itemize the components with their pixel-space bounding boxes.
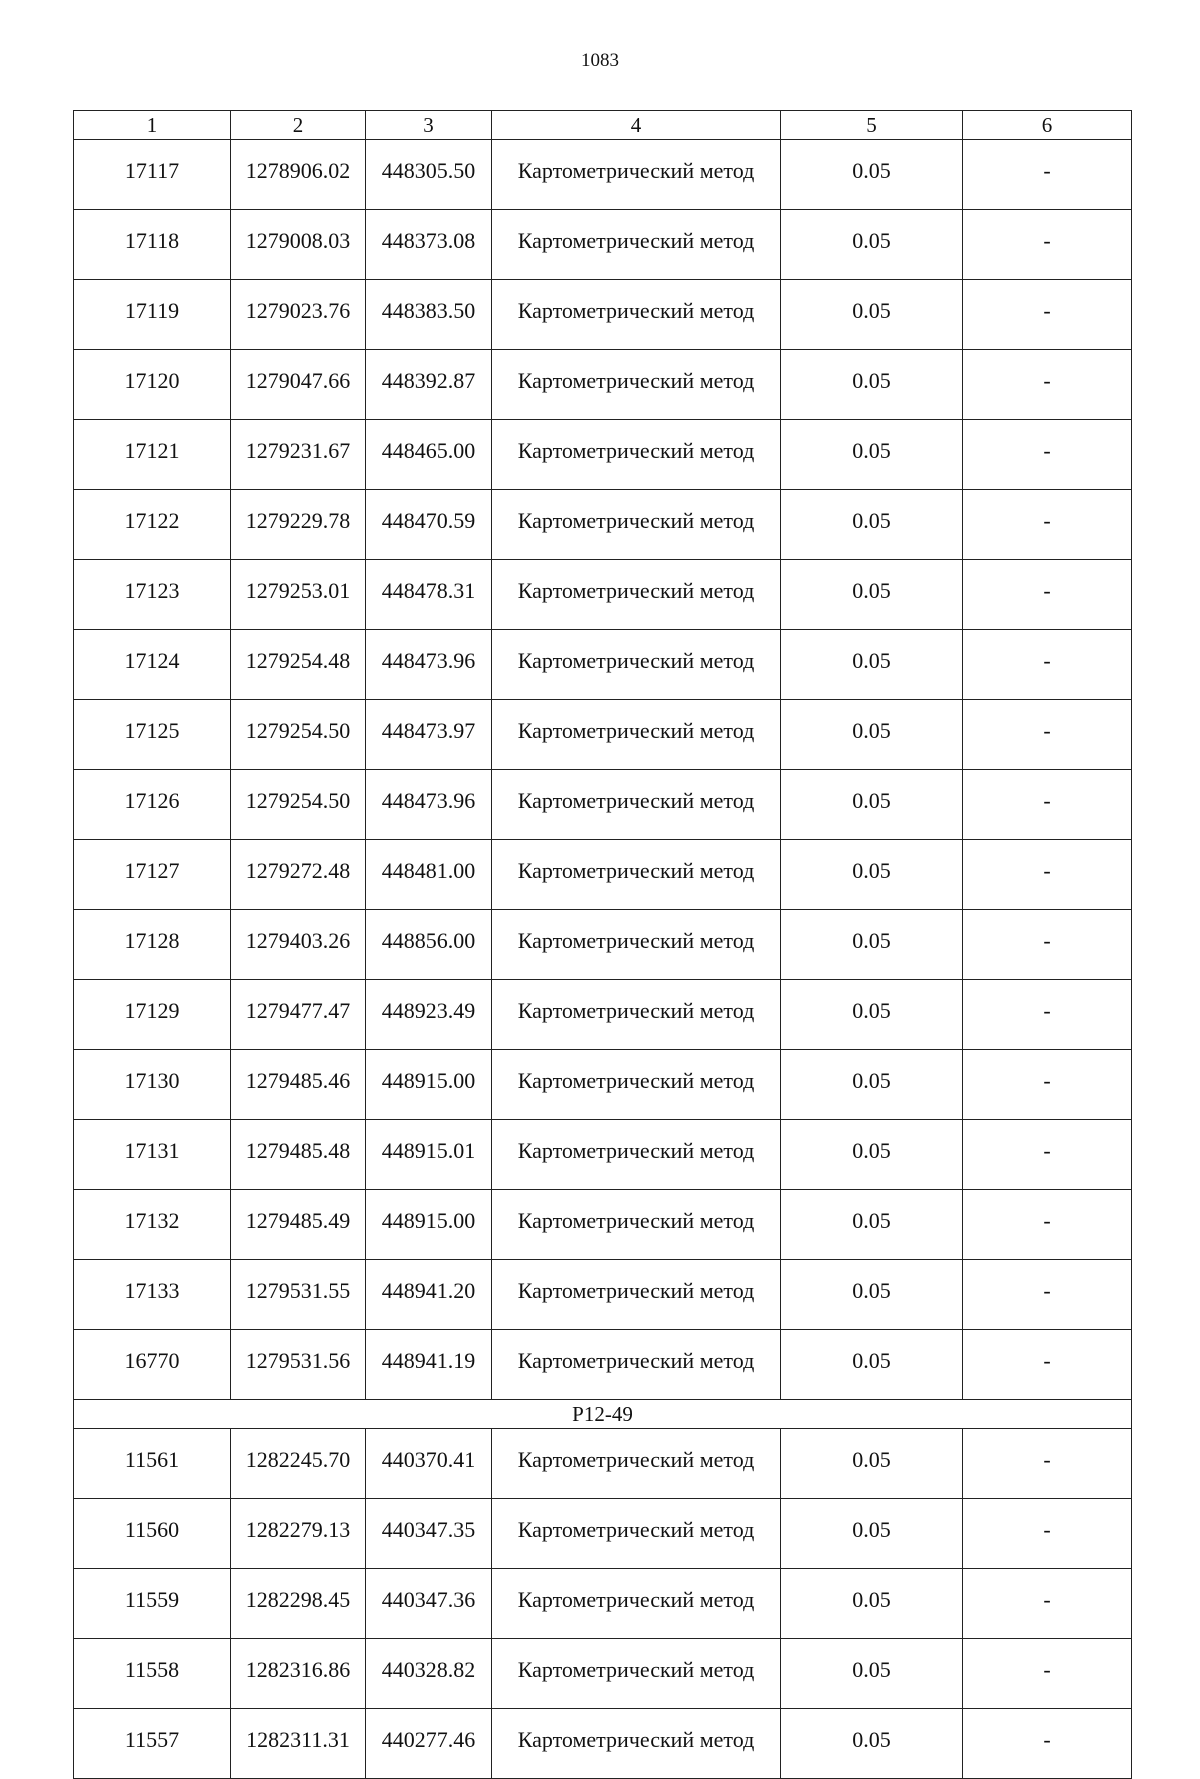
table-row: [74, 1709, 1132, 1779]
table-header: [74, 111, 1132, 140]
accuracy-cell: 0.05: [781, 140, 963, 210]
coordinates-table: [73, 110, 1132, 1779]
table-row: [74, 630, 1132, 700]
header-row: [74, 111, 1132, 140]
point-number-cell: 11560: [74, 1499, 231, 1569]
y-coordinate-cell: 448305.50: [366, 140, 492, 210]
accuracy-cell: 0.05: [781, 1050, 963, 1120]
accuracy-cell: 0.05: [781, 1639, 963, 1709]
note-cell: -: [963, 490, 1132, 560]
column-header-3: 3: [366, 111, 492, 140]
x-coordinate-cell: 1282316.86: [231, 1639, 366, 1709]
y-coordinate-cell: 448470.59: [366, 490, 492, 560]
column-header-2: 2: [231, 111, 366, 140]
method-cell: Картометрический метод: [492, 770, 781, 840]
accuracy-cell: 0.05: [781, 420, 963, 490]
x-coordinate-cell: 1279023.76: [231, 280, 366, 350]
point-number-cell: 17118: [74, 210, 231, 280]
y-coordinate-cell: 448941.20: [366, 1260, 492, 1330]
note-cell: -: [963, 1330, 1132, 1400]
note-cell: -: [963, 560, 1132, 630]
method-cell: Картометрический метод: [492, 210, 781, 280]
table-row: [74, 1050, 1132, 1120]
y-coordinate-cell: 440277.46: [366, 1709, 492, 1779]
method-cell: Картометрический метод: [492, 490, 781, 560]
point-number-cell: 16770: [74, 1330, 231, 1400]
note-cell: -: [963, 140, 1132, 210]
note-cell: -: [963, 1639, 1132, 1709]
accuracy-cell: 0.05: [781, 1190, 963, 1260]
method-cell: Картометрический метод: [492, 1499, 781, 1569]
y-coordinate-cell: 448915.01: [366, 1120, 492, 1190]
method-cell: Картометрический метод: [492, 1330, 781, 1400]
x-coordinate-cell: 1279485.49: [231, 1190, 366, 1260]
table-row: [74, 490, 1132, 560]
y-coordinate-cell: 440347.35: [366, 1499, 492, 1569]
point-number-cell: 17131: [74, 1120, 231, 1190]
note-cell: -: [963, 210, 1132, 280]
note-cell: -: [963, 420, 1132, 490]
x-coordinate-cell: 1282279.13: [231, 1499, 366, 1569]
table-row: [74, 420, 1132, 490]
section-row: [74, 1400, 1132, 1429]
point-number-cell: 17119: [74, 280, 231, 350]
point-number-cell: 17126: [74, 770, 231, 840]
table-row: [74, 210, 1132, 280]
y-coordinate-cell: 440370.41: [366, 1429, 492, 1499]
point-number-cell: 11561: [74, 1429, 231, 1499]
method-cell: Картометрический метод: [492, 1709, 781, 1779]
method-cell: Картометрический метод: [492, 560, 781, 630]
column-header-1: 1: [74, 111, 231, 140]
table-body: [74, 140, 1132, 1779]
table-row: [74, 1330, 1132, 1400]
method-cell: Картометрический метод: [492, 1190, 781, 1260]
method-cell: Картометрический метод: [492, 700, 781, 770]
accuracy-cell: 0.05: [781, 980, 963, 1050]
x-coordinate-cell: 1279485.46: [231, 1050, 366, 1120]
table-row: [74, 1429, 1132, 1499]
method-cell: Картометрический метод: [492, 1639, 781, 1709]
point-number-cell: 17128: [74, 910, 231, 980]
accuracy-cell: 0.05: [781, 560, 963, 630]
x-coordinate-cell: 1279403.26: [231, 910, 366, 980]
table-row: [74, 1639, 1132, 1709]
method-cell: Картометрический метод: [492, 910, 781, 980]
method-cell: Картометрический метод: [492, 980, 781, 1050]
method-cell: Картометрический метод: [492, 1429, 781, 1499]
method-cell: Картометрический метод: [492, 1050, 781, 1120]
x-coordinate-cell: 1282245.70: [231, 1429, 366, 1499]
accuracy-cell: 0.05: [781, 770, 963, 840]
table-row: [74, 1569, 1132, 1639]
accuracy-cell: 0.05: [781, 1330, 963, 1400]
accuracy-cell: 0.05: [781, 700, 963, 770]
table-row: [74, 840, 1132, 910]
note-cell: -: [963, 1569, 1132, 1639]
accuracy-cell: 0.05: [781, 910, 963, 980]
point-number-cell: 17129: [74, 980, 231, 1050]
table-row: [74, 1190, 1132, 1260]
x-coordinate-cell: 1282311.31: [231, 1709, 366, 1779]
point-number-cell: 11557: [74, 1709, 231, 1779]
column-header-5: 5: [781, 111, 963, 140]
point-number-cell: 11559: [74, 1569, 231, 1639]
point-number-cell: 17124: [74, 630, 231, 700]
note-cell: -: [963, 280, 1132, 350]
y-coordinate-cell: 448941.19: [366, 1330, 492, 1400]
note-cell: -: [963, 700, 1132, 770]
x-coordinate-cell: 1279231.67: [231, 420, 366, 490]
method-cell: Картометрический метод: [492, 280, 781, 350]
column-header-6: 6: [963, 111, 1132, 140]
table-row: [74, 280, 1132, 350]
note-cell: -: [963, 630, 1132, 700]
point-number-cell: 17122: [74, 490, 231, 560]
method-cell: Картометрический метод: [492, 1260, 781, 1330]
table-row: [74, 560, 1132, 630]
point-number-cell: 17120: [74, 350, 231, 420]
table-row: [74, 700, 1132, 770]
x-coordinate-cell: 1279254.48: [231, 630, 366, 700]
accuracy-cell: 0.05: [781, 1120, 963, 1190]
y-coordinate-cell: 448473.97: [366, 700, 492, 770]
x-coordinate-cell: 1278906.02: [231, 140, 366, 210]
point-number-cell: 17125: [74, 700, 231, 770]
accuracy-cell: 0.05: [781, 490, 963, 560]
y-coordinate-cell: 448465.00: [366, 420, 492, 490]
method-cell: Картометрический метод: [492, 1569, 781, 1639]
column-header-4: 4: [492, 111, 781, 140]
y-coordinate-cell: 448923.49: [366, 980, 492, 1050]
method-cell: Картометрический метод: [492, 420, 781, 490]
note-cell: -: [963, 980, 1132, 1050]
y-coordinate-cell: 448915.00: [366, 1190, 492, 1260]
y-coordinate-cell: 440328.82: [366, 1639, 492, 1709]
x-coordinate-cell: 1279253.01: [231, 560, 366, 630]
table-row: [74, 980, 1132, 1050]
point-number-cell: 17117: [74, 140, 231, 210]
y-coordinate-cell: 448392.87: [366, 350, 492, 420]
accuracy-cell: 0.05: [781, 1709, 963, 1779]
section-label: P12-49: [74, 1400, 1132, 1429]
accuracy-cell: 0.05: [781, 1260, 963, 1330]
x-coordinate-cell: 1279254.50: [231, 700, 366, 770]
x-coordinate-cell: 1282298.45: [231, 1569, 366, 1639]
method-cell: Картометрический метод: [492, 840, 781, 910]
accuracy-cell: 0.05: [781, 1569, 963, 1639]
note-cell: -: [963, 1709, 1132, 1779]
note-cell: -: [963, 1050, 1132, 1120]
x-coordinate-cell: 1279477.47: [231, 980, 366, 1050]
point-number-cell: 17133: [74, 1260, 231, 1330]
x-coordinate-cell: 1279485.48: [231, 1120, 366, 1190]
table-row: [74, 1260, 1132, 1330]
x-coordinate-cell: 1279272.48: [231, 840, 366, 910]
table-row: [74, 1120, 1132, 1190]
note-cell: -: [963, 770, 1132, 840]
note-cell: -: [963, 1190, 1132, 1260]
note-cell: -: [963, 1429, 1132, 1499]
point-number-cell: 17121: [74, 420, 231, 490]
y-coordinate-cell: 448915.00: [366, 1050, 492, 1120]
x-coordinate-cell: 1279531.56: [231, 1330, 366, 1400]
y-coordinate-cell: 448473.96: [366, 630, 492, 700]
page-number: 1083: [581, 50, 619, 71]
accuracy-cell: 0.05: [781, 210, 963, 280]
table-row: [74, 910, 1132, 980]
y-coordinate-cell: 448383.50: [366, 280, 492, 350]
x-coordinate-cell: 1279531.55: [231, 1260, 366, 1330]
table-row: [74, 350, 1132, 420]
note-cell: -: [963, 840, 1132, 910]
note-cell: -: [963, 350, 1132, 420]
x-coordinate-cell: 1279047.66: [231, 350, 366, 420]
y-coordinate-cell: 448481.00: [366, 840, 492, 910]
table-row: [74, 770, 1132, 840]
point-number-cell: 17130: [74, 1050, 231, 1120]
y-coordinate-cell: 448478.31: [366, 560, 492, 630]
method-cell: Картометрический метод: [492, 630, 781, 700]
point-number-cell: 17132: [74, 1190, 231, 1260]
table-row: [74, 140, 1132, 210]
method-cell: Картометрический метод: [492, 1120, 781, 1190]
accuracy-cell: 0.05: [781, 630, 963, 700]
point-number-cell: 17123: [74, 560, 231, 630]
accuracy-cell: 0.05: [781, 1499, 963, 1569]
accuracy-cell: 0.05: [781, 1429, 963, 1499]
table-row: [74, 1499, 1132, 1569]
x-coordinate-cell: 1279229.78: [231, 490, 366, 560]
point-number-cell: 17127: [74, 840, 231, 910]
y-coordinate-cell: 448856.00: [366, 910, 492, 980]
method-cell: Картометрический метод: [492, 140, 781, 210]
method-cell: Картометрический метод: [492, 350, 781, 420]
note-cell: -: [963, 1260, 1132, 1330]
note-cell: -: [963, 1120, 1132, 1190]
note-cell: -: [963, 1499, 1132, 1569]
point-number-cell: 11558: [74, 1639, 231, 1709]
accuracy-cell: 0.05: [781, 350, 963, 420]
x-coordinate-cell: 1279254.50: [231, 770, 366, 840]
note-cell: -: [963, 910, 1132, 980]
x-coordinate-cell: 1279008.03: [231, 210, 366, 280]
y-coordinate-cell: 448373.08: [366, 210, 492, 280]
accuracy-cell: 0.05: [781, 280, 963, 350]
y-coordinate-cell: 440347.36: [366, 1569, 492, 1639]
y-coordinate-cell: 448473.96: [366, 770, 492, 840]
accuracy-cell: 0.05: [781, 840, 963, 910]
